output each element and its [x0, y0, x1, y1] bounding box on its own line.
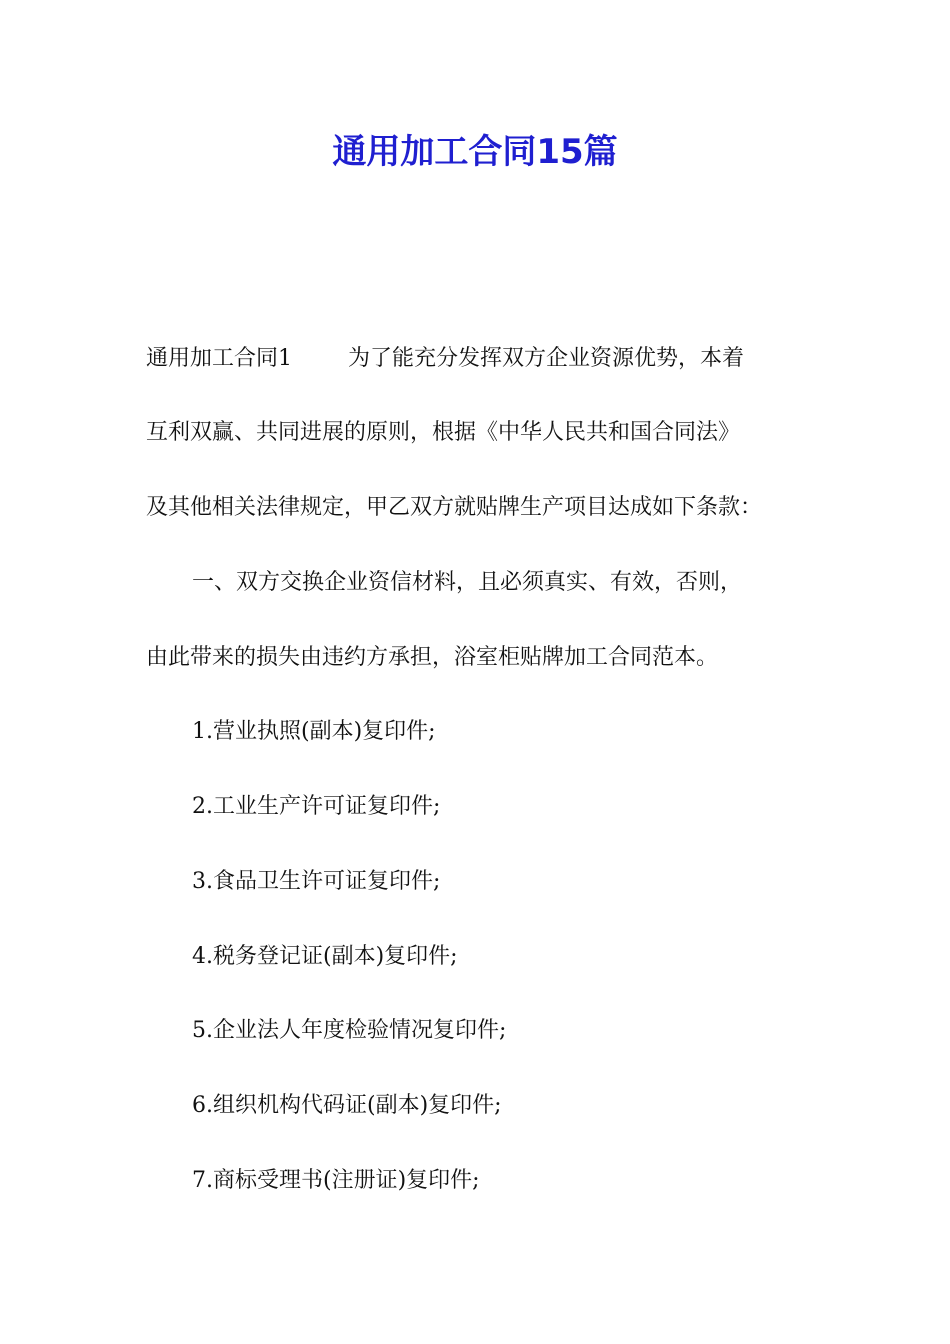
- paragraph-line: 由此带来的损失由违约方承担，浴室柜贴牌加工合同范本。: [146, 645, 719, 670]
- list-item: 5.企业法人年度检验情况复印件;: [192, 1018, 507, 1043]
- list-item: 6.组织机构代码证(副本)复印件;: [192, 1093, 502, 1118]
- paragraph-line: 一、双方交换企业资信材料，且必须真实、有效，否则，: [192, 570, 743, 595]
- paragraph-line: [146, 344, 826, 374]
- list-item: 7.商标受理书(注册证)复印件;: [192, 1168, 480, 1193]
- paragraph-line: 互利双赢、共同进展的原则，根据《中华人民共和国合同法》: [146, 420, 741, 445]
- paragraph-line: 及其他相关法律规定，甲乙双方就贴牌生产项目达成如下条款：: [146, 495, 763, 520]
- list-item: 2.工业生产许可证复印件;: [192, 794, 441, 819]
- list-item: 3.食品卫生许可证复印件;: [192, 869, 441, 894]
- list-item: 1.营业执照(副本)复印件;: [192, 719, 436, 744]
- list-item: 4.税务登记证(副本)复印件;: [192, 944, 458, 969]
- paragraph-text: 为了能充分发挥双方企业资源优势，本着: [348, 346, 745, 371]
- document-title: 通用加工合同15篇: [332, 132, 618, 172]
- section-heading: 通用加工合同1: [146, 346, 292, 371]
